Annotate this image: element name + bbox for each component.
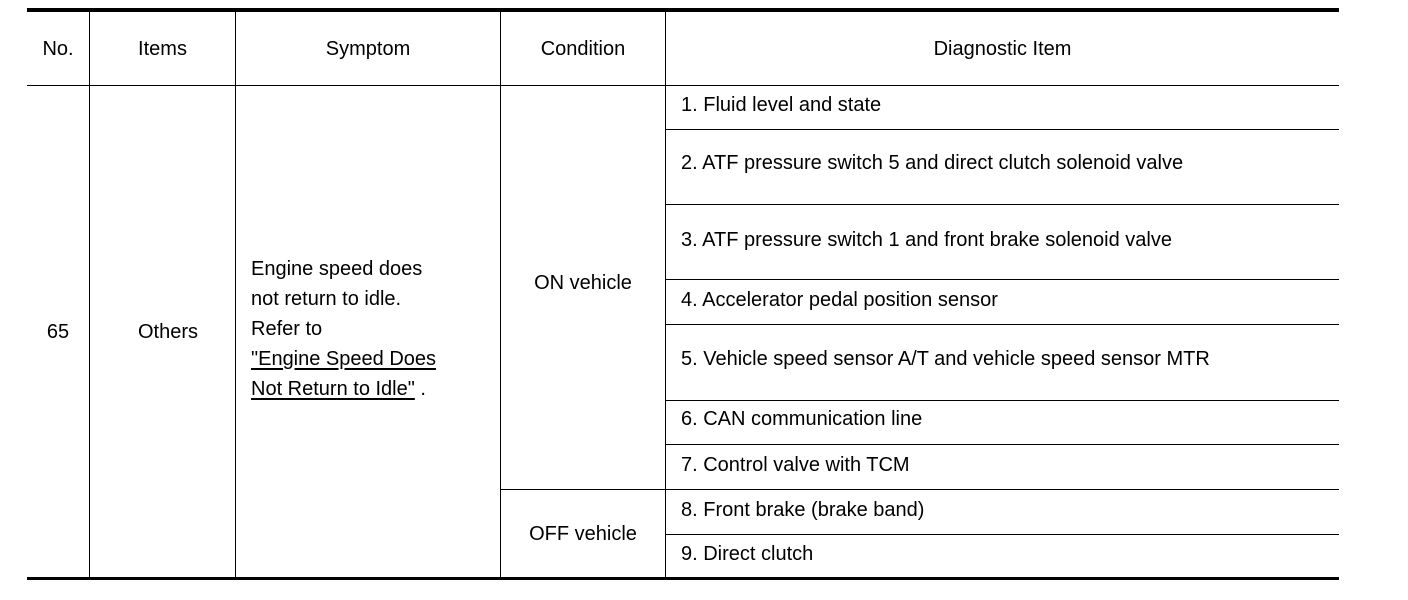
header-diagnostic-item: Diagnostic Item bbox=[933, 37, 1072, 60]
symptom-line-1: Engine speed does bbox=[251, 258, 423, 280]
diagnostic-item-4: 4. Accelerator pedal position sensor bbox=[681, 289, 998, 311]
diagnostic-item-1: 1. Fluid level and state bbox=[681, 94, 882, 116]
symptom-suffix: . bbox=[414, 378, 426, 400]
symptom-line-3: Refer to bbox=[251, 318, 323, 340]
row-number: 65 bbox=[46, 320, 70, 343]
diagnostic-item-9: 9. Direct clutch bbox=[681, 543, 814, 565]
symptom-link-line-2[interactable]: Not Return to Idle" bbox=[251, 378, 415, 400]
diagnostic-item-5: 5. Vehicle speed sensor A/T and vehicle speed sensor MTR bbox=[681, 348, 1210, 370]
symptom-link-line-2-wrapper bbox=[251, 374, 499, 404]
condition-on-vehicle: ON vehicle bbox=[534, 271, 632, 294]
symptom-line-2: not return to idle. bbox=[251, 288, 402, 310]
symptom-link-line-1[interactable]: "Engine Speed Does bbox=[251, 348, 437, 370]
diagnostic-item-3: 3. ATF pressure switch 1 and front brake solenoid valve bbox=[681, 229, 1172, 251]
column-divider-condition bbox=[665, 12, 666, 577]
header-no: No. bbox=[42, 37, 74, 60]
header-condition: Condition bbox=[540, 37, 626, 60]
symptom-cell bbox=[251, 254, 499, 404]
row-items: Others bbox=[137, 320, 198, 343]
condition-off-vehicle: OFF vehicle bbox=[529, 522, 637, 545]
table-bottom-border bbox=[27, 577, 1339, 580]
column-divider-items bbox=[235, 12, 236, 577]
diagnostic-item-7: 7. Control valve with TCM bbox=[681, 454, 910, 476]
header-items: Items bbox=[138, 37, 187, 60]
header-symptom: Symptom bbox=[325, 37, 411, 60]
diagnostic-item-2: 2. ATF pressure switch 5 and direct clutch solenoid valve bbox=[681, 152, 1184, 174]
diagnostic-item-6: 6. CAN communication line bbox=[681, 408, 923, 430]
diagnostic-item-8: 8. Front brake (brake band) bbox=[681, 499, 925, 521]
